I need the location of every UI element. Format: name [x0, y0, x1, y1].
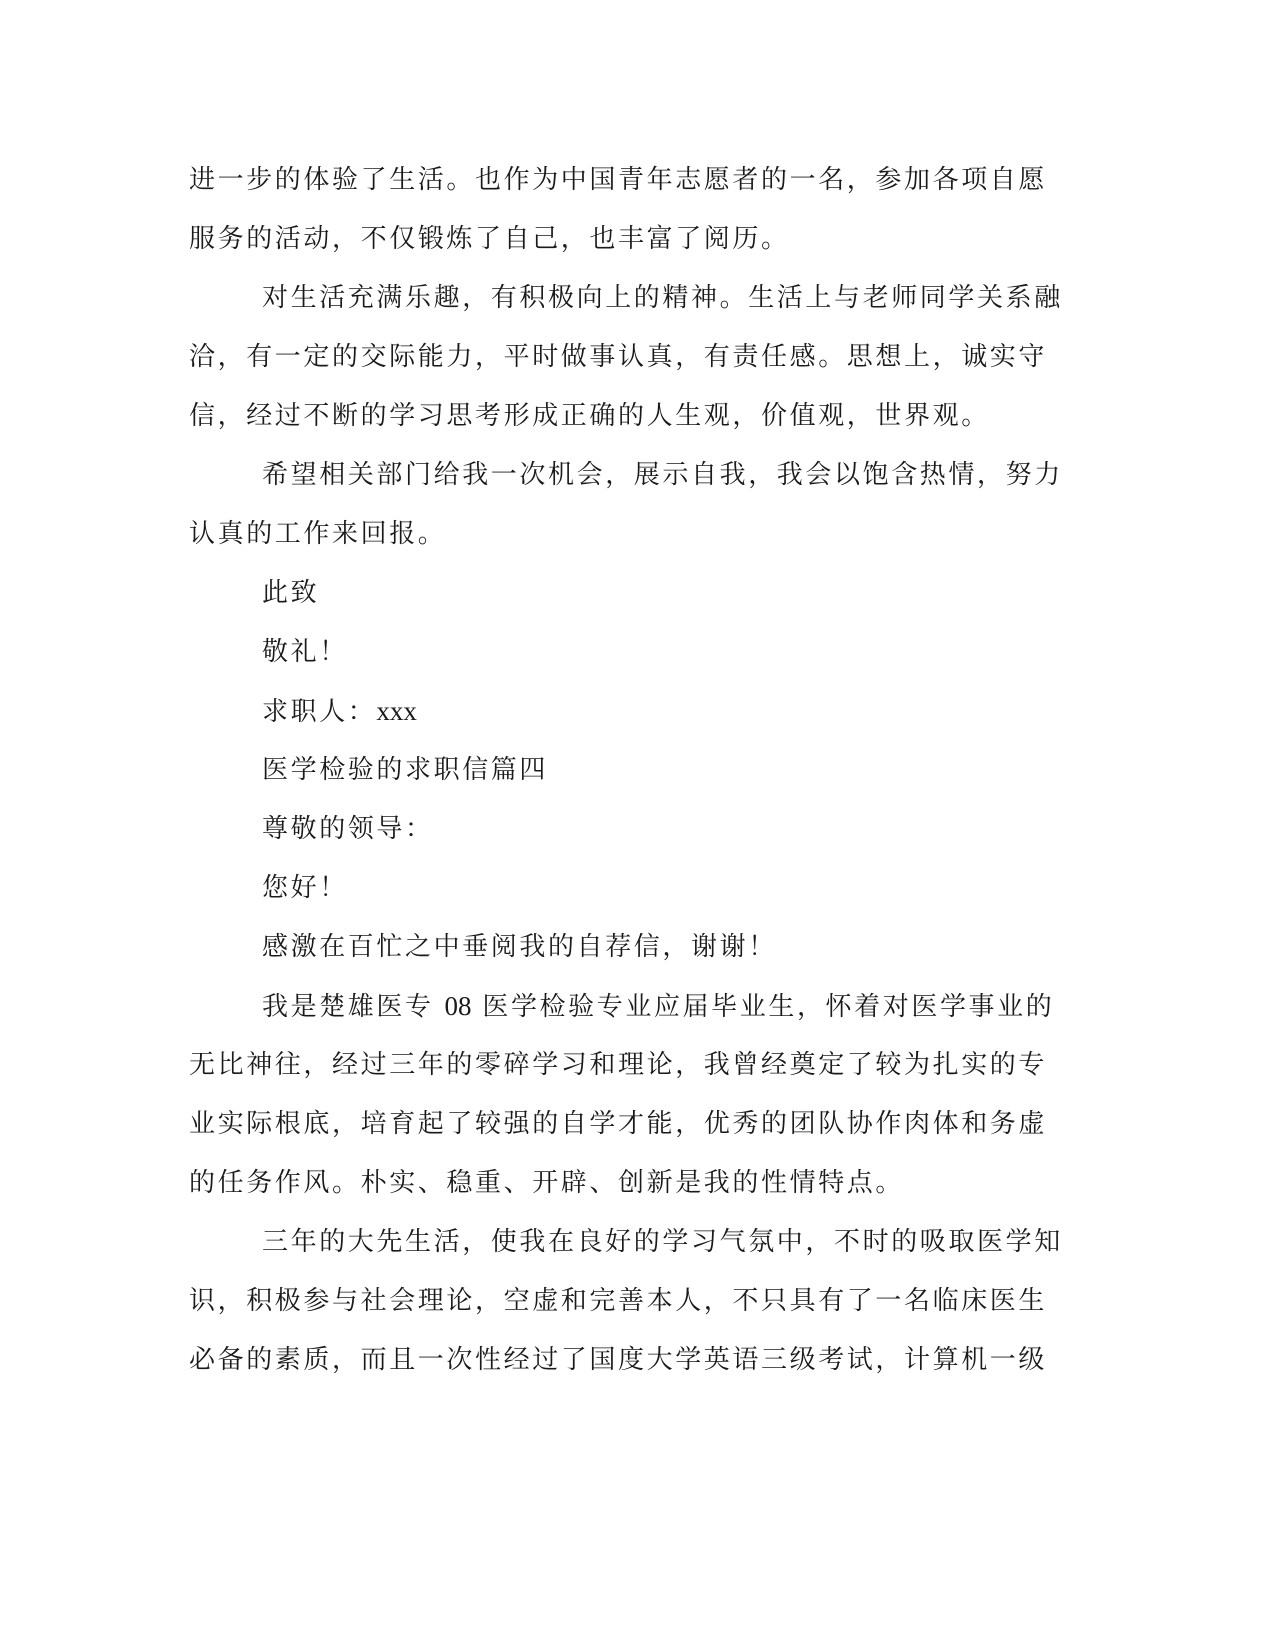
text-segment: 我是楚雄医专: [262, 992, 434, 1022]
greeting-line: 您好！: [262, 873, 348, 903]
paragraph-line: 必备的素质，而且一次性经过了国度大学英语三级考试，计算机一级: [189, 1345, 1048, 1375]
section-title: 医学检验的求职信篇四: [262, 755, 549, 785]
paragraph-line: 认真的工作来回报。: [189, 519, 447, 549]
paragraph-line: 对生活充满乐趣，有积极向上的精神。生活上与老师同学关系融: [262, 283, 1063, 313]
signature-line: [262, 691, 417, 731]
signature-name: xxx: [376, 696, 417, 726]
salutation-line: 敬礼！: [262, 637, 348, 667]
paragraph-line: 识，积极参与社会理论，空虚和完善本人，不只具有了一名临床医生: [189, 1286, 1048, 1316]
signature-label: 求职人：: [262, 697, 377, 727]
paragraph-line: 感激在百忙之中垂阅我的自荐信，谢谢！: [262, 932, 777, 962]
paragraph-line: 三年的大先生活，使我在良好的学习气氛中，不时的吸取医学知: [262, 1227, 1063, 1257]
paragraph-line: 无比神往，经过三年的零碎学习和理论，我曾经奠定了较为扎实的专: [189, 1050, 1048, 1080]
paragraph-line: 业实际根底，培育起了较强的自学才能，优秀的团队协作肉体和务虚: [189, 1109, 1048, 1139]
greeting-line: 尊敬的领导：: [262, 814, 434, 844]
text-segment: 医学检验专业应届毕业生，怀着对医学事业的: [482, 992, 1055, 1022]
paragraph-line: 的任务作风。朴实、稳重、开辟、创新是我的性情特点。: [189, 1168, 905, 1198]
paragraph-line: 服务的活动，不仅锻炼了自己，也丰富了阅历。: [189, 224, 790, 254]
paragraph-line: 洽，有一定的交际能力，平时做事认真，有责任感。思想上，诚实守: [189, 342, 1048, 372]
paragraph-line: [262, 986, 1054, 1026]
paragraph-line: 希望相关部门给我一次机会，展示自我，我会以饱含热情，努力: [262, 460, 1063, 490]
paragraph-line: 进一步的体验了生活。也作为中国青年志愿者的一名，参加各项自愿: [189, 165, 1048, 195]
closing-line: 此致: [262, 578, 320, 608]
paragraph-line: 信，经过不断的学习思考形成正确的人生观，价值观，世界观。: [189, 401, 990, 431]
text-segment: 08: [444, 991, 472, 1021]
